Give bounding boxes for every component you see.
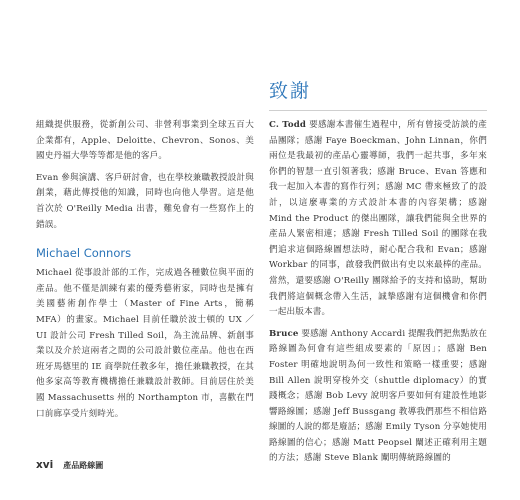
title-rule-divider (269, 110, 487, 111)
acknowledgement-bruce-paragraph (269, 327, 487, 467)
right-column (269, 118, 487, 467)
acknowledgement-bruce-lead: Bruce (269, 328, 299, 339)
acknowledgement-todd-paragraph (269, 118, 487, 321)
chapter-title: 致謝 (269, 80, 312, 102)
running-title: 產品路線圖 (63, 461, 104, 470)
bio-evan-teaching-paragraph: Evan 參與演講、客戶研討會，也在學校兼職教授設計與創業，藉此傳授他的知識，同時也向他人學習。這是他首次於 O'Reilly Media 出書，難免會有一些寫作上的錯誤。 (36, 172, 254, 230)
page-number: xvi (36, 459, 54, 471)
left-column (36, 118, 254, 422)
acknowledgement-todd-body: 要感謝本書催生過程中，所有曾接受訪談的產品團隊；感謝 Faye Boeckman、John Linnan，你們兩位是我最初的產品心靈導師，我們一起共事，多年來你們的智慧一直引領著我；感謝 Bruce、Evan 答應和我一起加入本書的寫作行列；感謝 MC 帶來極致了的設計，以這麼專業的方式設計本書的內容架構；感謝 Mind the Product 的傑出團隊，讓我們能與全世界的產品人緊密相連；感謝 Fresh Tilled Soil 的團隊在我們追求這個路線圖想法時，耐心配合我和 Evan；感謝 Workbar 的同事，啟發我們做出有史以來最棒的產品。當然，還要感謝 O'Reilly 團隊給予的支持和協助，幫助我們將這個概念帶入生活，誠摯感謝有這個機會和你們一起出版本書。 (269, 120, 487, 318)
page-footer (36, 459, 103, 471)
bio-michael-paragraph: Michael 從事設計部的工作，完成過各種數位與平面的產品。他不僅是訓練有素的優秀藝術家，同時也是擁有美國藝術創作學士（Master of Fine Arts，簡稱 MFA）的畫家。Michael 目前任職於波士頓的 UX ／ UI 設計公司 Fresh Tilled Soil，為主流品牌、新創事業以及介於這兩者之間的公司設計數位產品。他也在西班牙馬德里的 IE 商學院任教多年，擔任兼職教授，在其他多家高等教育機構擔任兼職設計教師。目前居住於美國 Massachusetts 州的 Northampton 市，喜歡在門口前廊享受片刻時光。 (36, 268, 254, 419)
acknowledgement-bruce-body: 要感謝 Anthony Accardi 提醒我們把焦點放在路線圖為何會有這些組成要素的「原因」；感謝 Ben Foster 明確地說明為何一致性和策略一樣重要；感謝 Bill Allen 說明穿梭外交（shuttle diplomacy）的實踐概念；感謝 Bob Levy 說明客戶要如何有建設性地影響路線圖；感謝 Jeff Bussgang 教導我們那些不相信路線圖的人說的都是廢話；感謝 Emily Tyson 分享她使用路線圖的信心；感謝 Matt Peopsel 闡述正確利用主題的方法；感謝 Steve Blank 闡明傳統路線圖的 (269, 328, 488, 464)
author-heading-michael-connors: Michael Connors (36, 246, 132, 261)
bio-evan-continued-paragraph: 組織提供服務，從新創公司、非營利事業到全球五百大企業都有，Apple、Deloitte、Chevron、Sonos、美國史丹福大學等等都是他的客戶。 (36, 120, 254, 162)
acknowledgement-todd-lead: C. Todd (269, 120, 307, 130)
